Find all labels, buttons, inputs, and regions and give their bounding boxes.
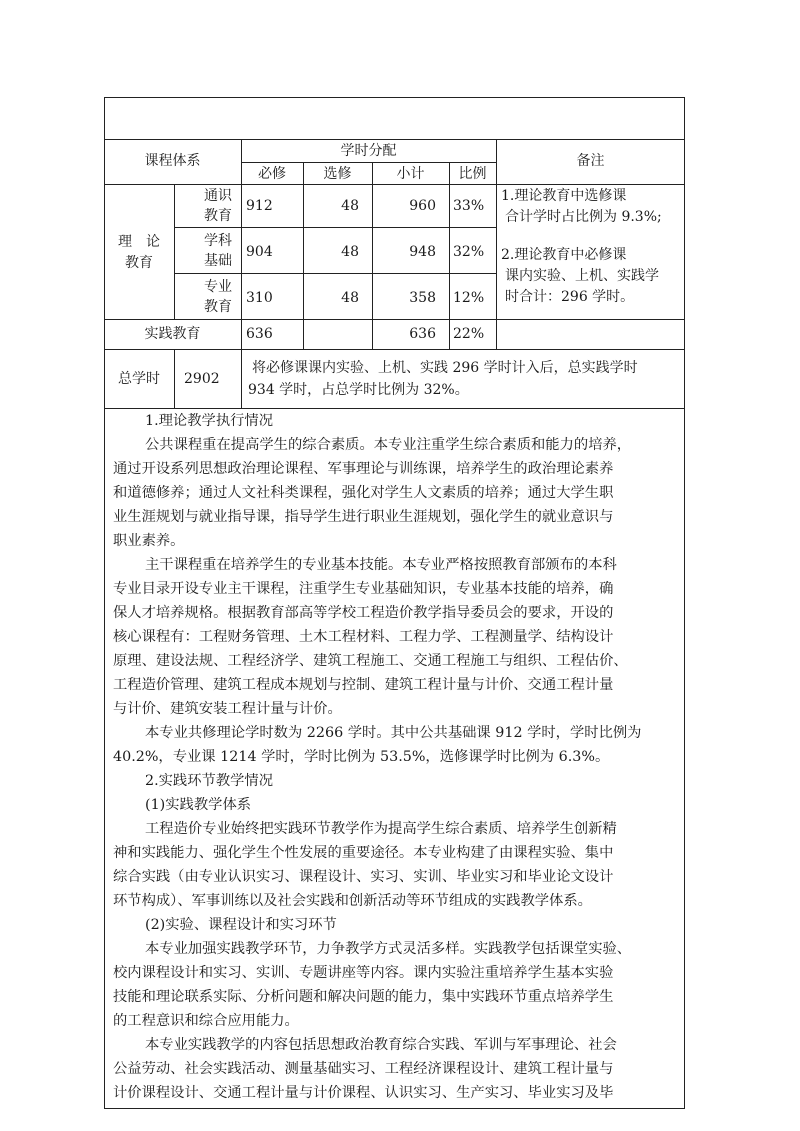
body-line: 技能和理论联系实际、分析问题和解决问题的能力，集中实践环节重点培养学生 [113, 989, 614, 1005]
rule-v-subtotal [449, 162, 450, 349]
header-hours-distribution: 学时分配 [340, 143, 397, 159]
row-general-required: 912 [246, 198, 273, 214]
body-line: 专业目录开设专业主干课程，注重学生专业基础知识，专业基本技能的培养，确 [113, 581, 614, 597]
rule-v-total-label [174, 349, 175, 408]
row-major-ratio: 12% [453, 290, 485, 306]
body-line: 综合实践（由专业认识实习、课程设计、实习、实训、毕业实习和毕业论文设计 [113, 869, 614, 885]
rule-v-required [303, 162, 304, 349]
body-line: 本专业共修理论学时数为 2266 学时。其中公共基础课 912 学时，学时比例为 [145, 725, 642, 741]
rule-row2-bottom [174, 273, 496, 274]
row-general-elective: 48 [341, 198, 359, 214]
body-line: 核心课程有：工程财务管理、土木工程材料、工程力学、工程测量学、结构设计 [113, 629, 614, 645]
rule-v-elective [372, 162, 373, 349]
heading-theory-teaching: 1.理论教学执行情况 [145, 413, 274, 429]
row-major-required: 310 [246, 290, 273, 306]
header-elective: 选修 [323, 166, 352, 182]
body-line: 和道德修养；通过人文社科类课程，强化对学生人文素质的培养；通过大学生职 [113, 485, 614, 501]
practice-label: 实践教育 [144, 326, 201, 342]
body-line: 主干课程重在培养学生的专业基本技能。本专业严格按照教育部颁布的本科 [145, 557, 617, 573]
body-line: 工程造价专业始终把实践环节教学作为提高学生综合素质、培养学生创新精 [145, 821, 617, 837]
remarks-line-4: 课内实验、上机、实践学 [505, 268, 659, 284]
rule-top-blank [104, 139, 685, 140]
rule-practice-bottom [104, 349, 685, 350]
theory-label-line1: 理 论 [118, 234, 160, 250]
body-line: 神和实践能力、强化学生个性发展的重要途径。本专业构建了由课程实验、集中 [113, 845, 614, 861]
body-line: 环节构成）、军事训练以及社会实践和创新活动等环节组成的实践教学体系。 [113, 893, 592, 909]
practice-required: 636 [246, 326, 273, 342]
remarks-line-5: 时合计：296 学时。 [505, 289, 635, 305]
total-hours-label: 总学时 [118, 371, 160, 387]
row-discipline-name-1: 学科 [204, 233, 232, 249]
row-discipline-subtotal: 948 [409, 244, 436, 260]
heading-practice-teaching: 2.实践环节教学情况 [145, 773, 274, 789]
body-line: 计价课程设计、交通工程计量与计价课程、认识实习、生产实习、毕业实习及毕 [113, 1085, 614, 1101]
body-line: 本专业实践教学的内容包括思想政治教育综合实践、军训与军事理论、社会 [145, 1037, 617, 1053]
row-discipline-elective: 48 [341, 244, 359, 260]
rule-header-bottom [104, 184, 685, 185]
rule-theory-bottom [104, 319, 685, 320]
rule-v-theory [174, 184, 175, 319]
total-note-line-2: 934 学时，占总学时比例为 32%。 [248, 382, 469, 398]
remarks-line-1: 1.理论教育中选修课 [501, 188, 627, 204]
body-line: 公益劳动、社会实践活动、测量基础实习、工程经济课程设计、建筑工程计量与 [113, 1061, 614, 1077]
rule-subheader [241, 162, 496, 163]
row-general-name-2: 教育 [204, 208, 232, 224]
row-major-name-1: 专业 [204, 279, 232, 295]
row-major-elective: 48 [341, 290, 359, 306]
row-major-name-2: 教育 [204, 299, 232, 315]
practice-subtotal: 636 [409, 326, 436, 342]
rule-row1-bottom [174, 227, 496, 228]
body-line: 本专业加强实践教学环节，力争教学方式灵活多样。实践教学包括课堂实验、 [145, 941, 632, 957]
row-general-name-1: 通识 [204, 188, 232, 204]
body-line: 校内课程设计和实习、实训、专题讲座等内容。课内实验注重培养学生基本实验 [113, 965, 614, 981]
body-line: 公共课程重在提高学生的综合素质。本专业注重学生综合素质和能力的培养， [145, 437, 632, 453]
total-note-line-1: 将必修课课内实验、上机、实践 296 学时计入后，总实践学时 [252, 360, 638, 376]
total-hours-value: 2902 [184, 371, 220, 387]
header-required: 必修 [258, 166, 286, 182]
body-line: 的工程意识和综合应用能力。 [113, 1013, 299, 1029]
row-general-subtotal: 960 [409, 198, 436, 214]
practice-ratio: 22% [453, 326, 485, 342]
body-line: 40.2%，专业课 1214 学时，学时比例为 53.5%，选修课学时比例为 6.3%。 [113, 749, 610, 765]
body-line: 业生涯规划与就业指导课，指导学生进行职业生涯规划，强化学生的就业意识与 [113, 509, 614, 525]
theory-label-line2: 教育 [125, 255, 153, 271]
body-line: 职业素养。 [113, 533, 185, 549]
row-discipline-required: 904 [246, 244, 273, 260]
body-line: 与计价、建筑安装工程计量与计价。 [113, 701, 342, 717]
body-line: 保人才培养规格。根据教育部高等学校工程造价教学指导委员会的要求，开设的 [113, 605, 614, 621]
remarks-line-3: 2.理论教育中必修课 [501, 247, 627, 263]
row-general-ratio: 33% [453, 198, 485, 214]
row-discipline-ratio: 32% [453, 244, 485, 260]
header-subtotal: 小计 [396, 166, 425, 182]
header-course-system: 课程体系 [144, 153, 201, 169]
body-line: 原理、建设法规、工程经济学、建筑工程施工、交通工程施工与组织、工程估价、 [113, 653, 628, 669]
heading-practice-system: (1)实践教学体系 [145, 797, 252, 813]
body-line: 工程造价管理、建筑工程成本规划与控制、建筑工程计量与计价、交通工程计量 [113, 677, 614, 693]
body-line: 通过开设系列思想政治理论课程、军事理论与训练课，培养学生的政治理论素养 [113, 461, 614, 477]
row-discipline-name-2: 基础 [204, 253, 232, 269]
row-major-subtotal: 358 [409, 290, 436, 306]
header-remarks: 备注 [576, 153, 605, 169]
header-ratio: 比例 [458, 166, 487, 182]
heading-experiments-design: (2)实验、课程设计和实习环节 [145, 917, 337, 933]
remarks-line-2: 合计学时占比例为 9.3%; [505, 209, 662, 225]
